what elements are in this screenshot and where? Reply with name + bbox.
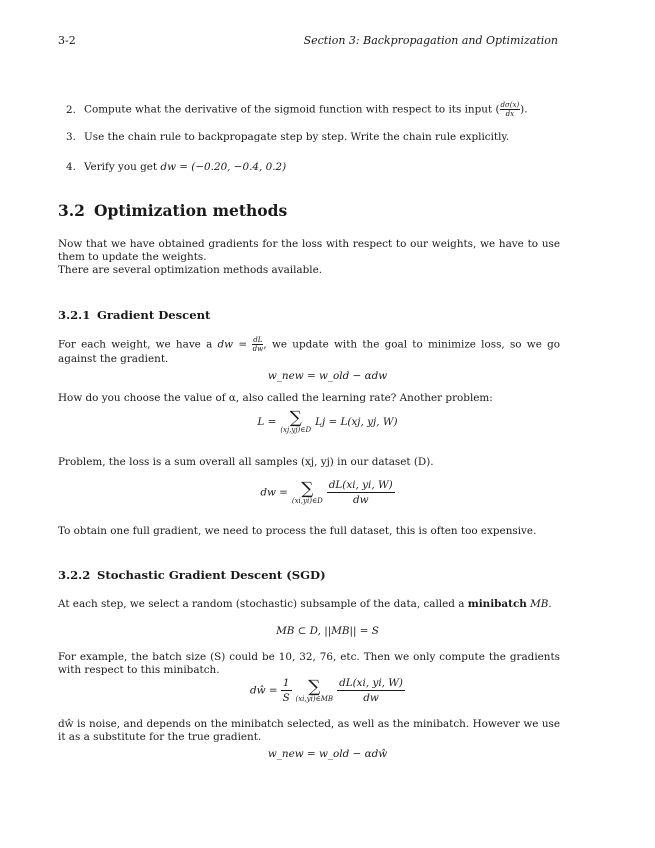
sigmoid-derivative-fraction: $\frac{d\sigma(x)}{dx}$ [500, 101, 520, 118]
gd-paragraph-2: How do you choose the value of α, also called the learning rate? Another problem: [58, 392, 493, 404]
gd-paragraph-4: To obtain one full gradient, we need to process the full dataset, this is often too expensive. [58, 525, 537, 537]
exercise-list [66, 101, 566, 191]
section-heading: 3.2 Optimization methods [58, 201, 288, 220]
sgd-paragraph-2: For example, the batch size (S) could be 10, 32, 76, etc. Then we only compute the gradients with respect to this minibatch. [58, 651, 560, 676]
subsection-heading-gd: 3.2.1 Gradient Descent [58, 308, 211, 322]
list-item: 4. Verify you get dw = (−0.20, −0.4, 0.2) [66, 161, 287, 173]
list-item: 3. Use the chain rule to backpropagate step by step. Write the chain rule explicitly. [66, 131, 510, 143]
list-item: 2. Compute what the derivative of the sigmoid function with respect to its input ( $\frac{d\sigma(x)}{dx}$ ). [66, 101, 528, 118]
sgd-paragraph-1: At each step, we select a random (stochastic) subsample of the data, called a minibatch MB. [58, 598, 552, 610]
equation-update-rule: w_new = w_old − αdw [267, 370, 388, 382]
equation-full-gradient: dw = ∑ (xi,yi)∈D $\frac{dL(xi, yi, W)}{dw}$ [260, 478, 393, 506]
sgd-paragraph-3: dŵ is noise, and depends on the minibatch selected, as well as the minibatch. However we use it as a substitute for the true gradient. [58, 718, 560, 743]
equation-minibatch: MB ⊂ D, ||MB|| = S [276, 625, 379, 637]
intro-paragraph: Now that we have obtained gradients for the loss with respect to our weights, we have to use them to update the weights. There are several optimization methods available. [58, 238, 560, 276]
equation-total-loss: L = ∑ (xj,yj)∈D Lj = L(xj, yj, W) [257, 408, 398, 434]
gd-paragraph-3: Problem, the loss is a sum overall all samples (xj, yj) in our dataset (D). [58, 456, 434, 468]
subsection-heading-sgd: 3.2.2 Stochastic Gradient Descent (SGD) [58, 568, 326, 582]
gd-paragraph-1: For each weight, we have a dw = $\frac{dL}{dw}$ , we update with the goal to minimize loss, so we go against the gradient. [58, 336, 561, 365]
running-title: Section 3: Backpropagation and Optimization [303, 34, 558, 47]
equation-minibatch-gradient: dŵ = $\frac{1}{S}$ ∑ (xi,yi)∈MB $\frac{dL(xi, yi, W)}{dw}$ [250, 676, 403, 704]
equation-sgd-update: w_new = w_old − αdŵ [267, 748, 388, 760]
page-number: 3-2 [58, 34, 76, 47]
